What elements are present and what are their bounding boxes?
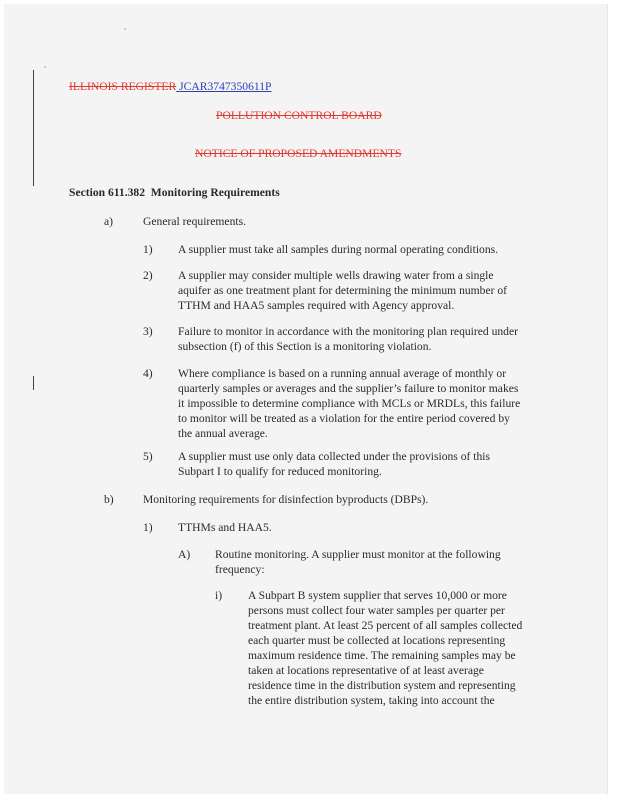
board-name: POLLUTION CONTROL BOARD <box>216 109 382 122</box>
jcar-id: JCAR3747350611P <box>179 80 272 93</box>
item-a2-text: A supplier may consider multiple wells drawing water from a single aquifer as one treatment plant for determining the minimum number of TTHM and HAA5 samples required with Agency approval. <box>178 269 508 312</box>
subsection-a-marker: a) <box>104 215 114 228</box>
item-bi-text: A Subpart B system supplier that serves 10,000 or more persons must collect four water samples per quarter per treatment plant. At least 25 percent of all samples collected each quarter must be collected at locations representing maximum residence time. The remaining samples may be taken at locations representative of at least average residence time in the distribution system and representing the entire distribution system, taking into account the <box>248 589 523 707</box>
item-marker: i) <box>215 589 223 602</box>
register-label: ILLINOIS REGISTER <box>69 80 177 93</box>
subsection-b-heading: Monitoring requirements for disinfection byproducts (DBPs). <box>143 493 429 506</box>
item-a3-text: Failure to monitor in accordance with the monitoring plan required under subsection (f) of this Section is a monitoring violation. <box>178 325 518 353</box>
item-marker: A) <box>178 548 191 561</box>
item-marker: 2) <box>143 269 153 282</box>
item-a4-text: Where compliance is based on a running annual average of monthly or quarterly samples or averages and the supplier’s failure to monitor makes it impossible to determine compliance with MCLs or MRDLs, this failure to monitor will be treated as a violation for the entire period covered by the annual average. <box>178 367 521 440</box>
register-header <box>69 79 271 94</box>
item-marker: 5) <box>143 450 153 463</box>
change-bar <box>33 376 34 390</box>
item-marker: 3) <box>143 325 153 338</box>
scan-speck <box>124 28 126 30</box>
item-marker: 1) <box>143 521 153 534</box>
change-bar <box>33 70 34 186</box>
item-a1-text: A supplier must take all samples during normal operating conditions. <box>178 243 499 256</box>
item-a5-text: A supplier must use only data collected under the provisions of this Subpart I to qualify for reduced monitoring. <box>178 450 491 478</box>
subsection-b-marker: b) <box>104 493 114 506</box>
item-marker: 4) <box>143 367 153 380</box>
item-marker: 1) <box>143 243 153 256</box>
document-page <box>4 4 608 794</box>
section-title: Section 611.382 Monitoring Requirements <box>69 186 280 199</box>
notice-title: NOTICE OF PROPOSED AMENDMENTS <box>195 147 402 160</box>
item-bA-text: Routine monitoring. A supplier must monitor at the following frequency: <box>215 548 501 576</box>
subsection-a-heading: General requirements. <box>143 215 247 228</box>
scan-speck <box>44 66 46 68</box>
item-b1-text: TTHMs and HAA5. <box>178 521 272 534</box>
